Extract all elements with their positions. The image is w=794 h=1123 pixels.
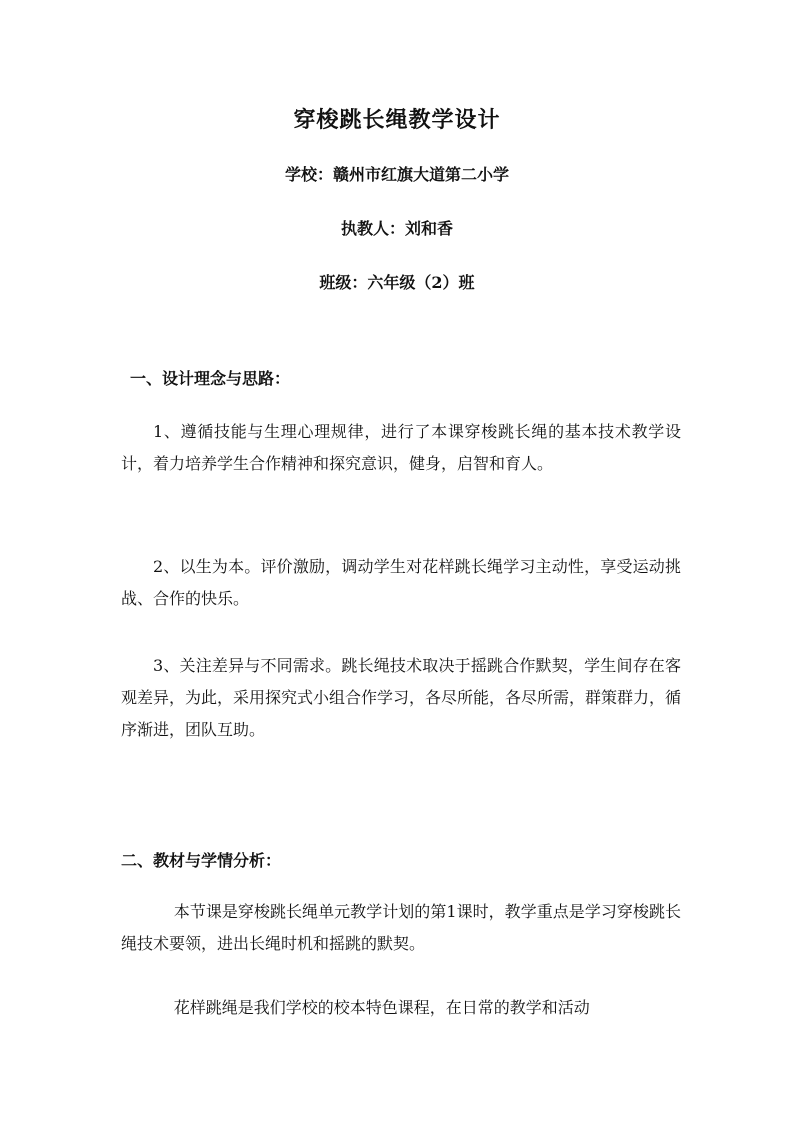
school-line: 学校：赣州市红旗大道第二小学	[284, 165, 509, 184]
section-2-heading: 二、教材与学情分析：	[121, 851, 282, 870]
class-line: 班级：六年级（2）班	[319, 273, 475, 292]
section-1-paragraph-2: 2、以生为本。评价激励，调动学生对花样跳长绳学习主动性，享受运动挑战、合作的快乐。	[121, 557, 681, 608]
section-2-paragraph-1: 本节课是穿梭跳长绳单元教学计划的第1课时，教学重点是学习穿梭跳长绳技术要领，进出长绳时机和摇跳的默契。	[121, 902, 681, 953]
teacher-line: 执教人：刘和香	[340, 219, 453, 238]
section-1-paragraph-3: 3、关注差异与不同需求。跳长绳技术取决于摇跳合作默契，学生间存在客观差异，为此，采用探究式小组合作学习，各尽所能，各尽所需，群策群力，循序渐进，团队互助。	[121, 656, 682, 739]
document-title: 穿梭跳长绳教学设计	[293, 107, 501, 133]
section-1-paragraph-1: 1、遵循技能与生理心理规律，进行了本课穿梭跳长绳的基本技术教学设计，着力培养学生合作精神和探究意识，健身，启智和育人。	[121, 422, 681, 473]
section-2-paragraph-2: 花样跳绳是我们学校的校本特色课程，在日常的教学和活动	[173, 998, 590, 1017]
section-1-heading: 一、设计理念与思路：	[130, 369, 291, 388]
